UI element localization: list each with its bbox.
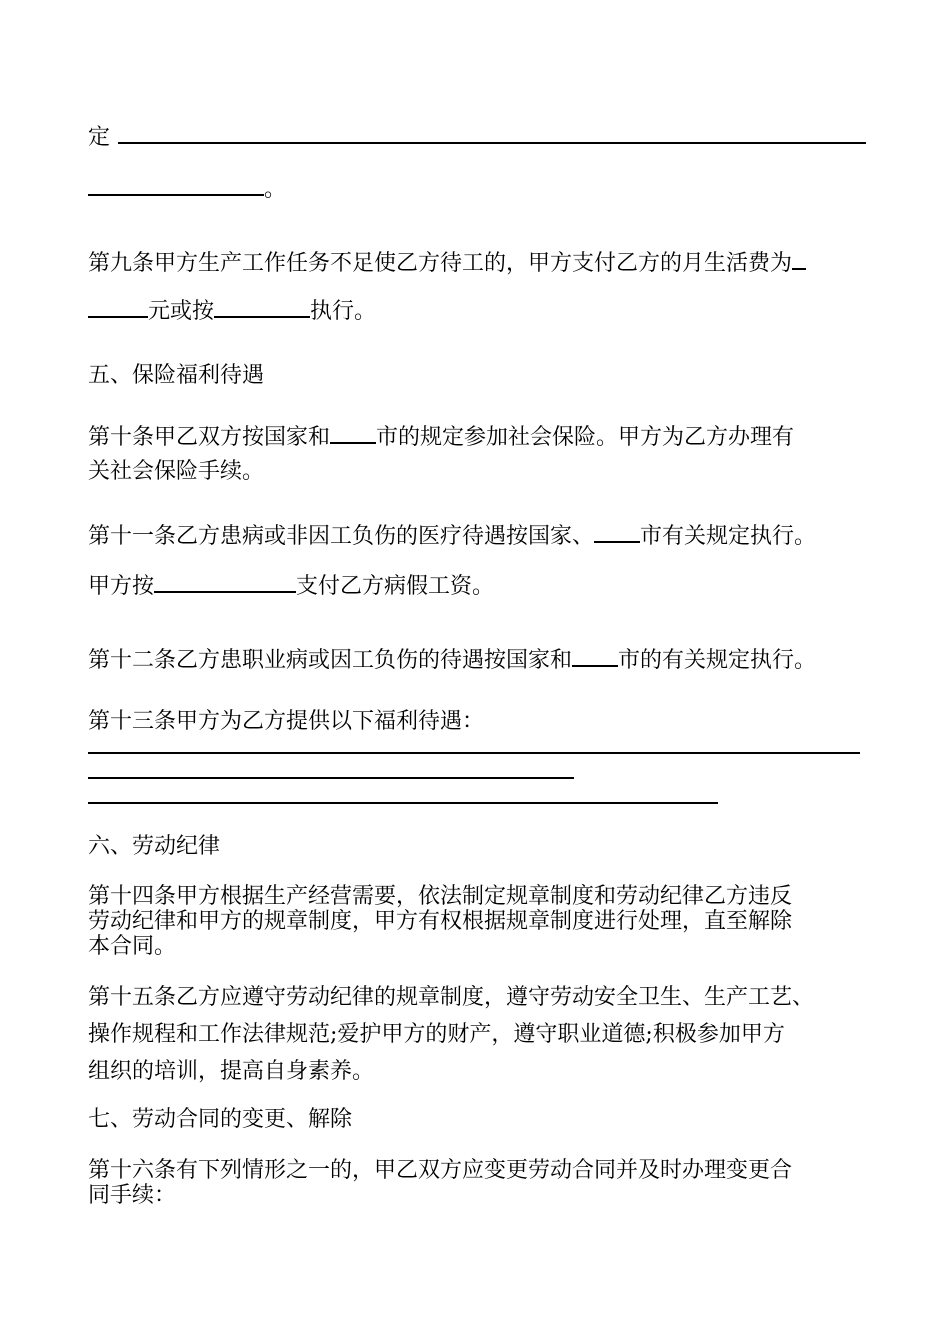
section-heading: 六、劳动纪律 <box>88 834 221 859</box>
fill-line <box>88 777 574 779</box>
article-16-line-2: 同手续： <box>88 1183 177 1208</box>
article-10-text: 第十条甲乙双方按国家和 <box>88 425 331 450</box>
section-heading: 七、劳动合同的变更、解除 <box>88 1107 353 1132</box>
text-prefix: 定 <box>88 125 111 150</box>
fill-blank <box>214 298 310 318</box>
article-11-text: 市有关规定执行。 <box>640 524 817 549</box>
fill-blank <box>594 523 640 543</box>
fill-blank <box>792 250 806 270</box>
article-10-line-2: 关社会保险手续。 <box>88 459 265 484</box>
article-15-line-1: 第十五条乙方应遵守劳动纪律的规章制度，遵守劳动安全卫生、生产工艺、 <box>88 985 815 1010</box>
article-15-line-3: 组织的培训，提高自身素养。 <box>88 1059 375 1084</box>
article-15-line-2: 操作规程和工作法律规范;爱护甲方的财产，遵守职业道德;积极参加甲方 <box>88 1022 785 1047</box>
article-9-text: 执行。 <box>310 299 377 324</box>
text-line <box>88 124 866 150</box>
fill-line <box>88 752 860 754</box>
article-9-line-1 <box>88 250 806 276</box>
article-11-text: 支付乙方病假工资。 <box>296 574 495 599</box>
article-14-line-2: 劳动纪律和甲方的规章制度，甲方有权根据规章制度进行处理，直至解除 <box>88 909 793 934</box>
article-14-line-3: 本合同。 <box>88 934 177 959</box>
fill-blank <box>88 298 148 318</box>
article-16-line-1: 第十六条有下列情形之一的，甲乙双方应变更劳动合同并及时办理变更合 <box>88 1158 793 1183</box>
section-heading: 五、保险福利待遇 <box>88 363 265 388</box>
article-11-text: 甲方按 <box>88 574 155 599</box>
article-14-line-1: 第十四条甲方根据生产经营需要，依法制定规章制度和劳动纪律乙方违反 <box>88 884 793 909</box>
article-9-line-2 <box>88 298 376 324</box>
article-11-text: 第十一条乙方患病或非因工负伤的医疗待遇按国家、 <box>88 524 595 549</box>
fill-blank <box>154 573 296 593</box>
article-11-line-1 <box>88 523 816 549</box>
article-10-text: 市的规定参加社会保险。甲方为乙方办理有 <box>376 425 795 450</box>
fill-blank <box>572 647 618 667</box>
article-12-text: 市的有关规定执行。 <box>618 648 817 673</box>
fill-blank <box>118 124 866 144</box>
fill-blank <box>330 424 376 444</box>
article-11-line-2 <box>88 573 494 599</box>
article-13-line: 第十三条甲方为乙方提供以下福利待遇： <box>88 709 485 734</box>
fill-line <box>88 802 718 804</box>
text-line <box>88 176 286 202</box>
article-12-text: 第十二条乙方患职业病或因工负伤的待遇按国家和 <box>88 648 573 673</box>
article-10-line-1 <box>88 424 794 450</box>
fill-blank <box>88 176 264 196</box>
article-12-line <box>88 647 816 673</box>
text-suffix: 。 <box>264 177 287 202</box>
article-9-text: 元或按 <box>148 299 215 324</box>
article-9-text: 第九条甲方生产工作任务不足使乙方待工的，甲方支付乙方的月生活费为 <box>88 251 793 276</box>
